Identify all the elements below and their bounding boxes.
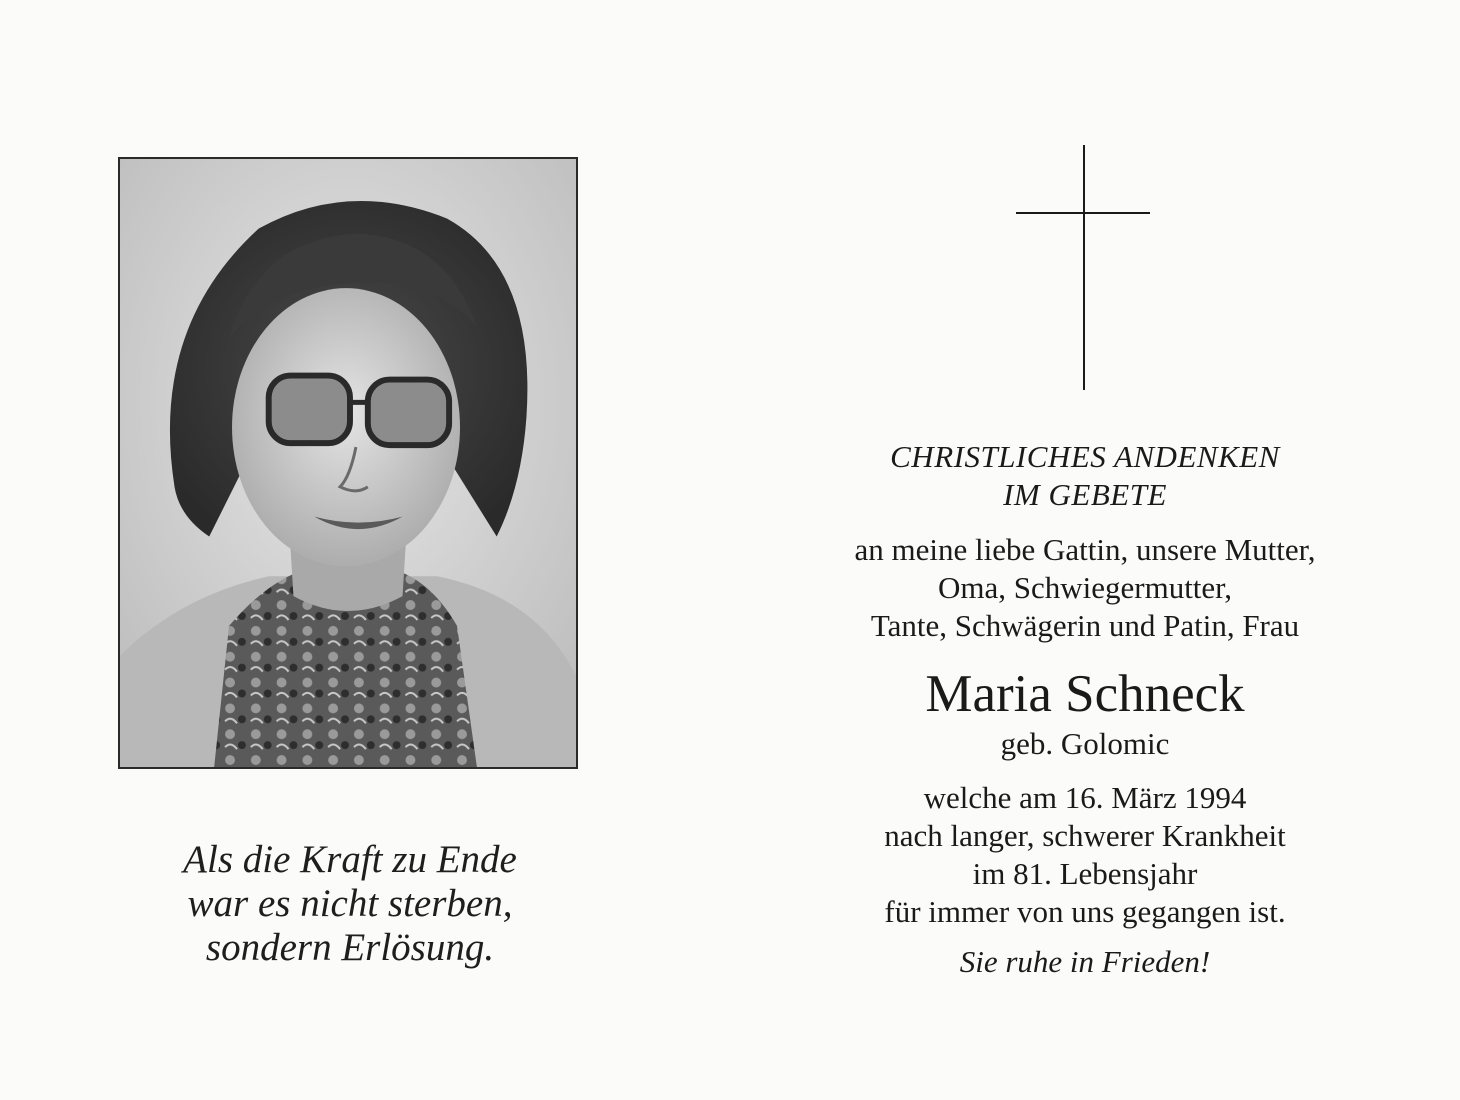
maiden-name: geb. Golomic — [1000, 726, 1170, 761]
deceased-name: Maria Schneck — [925, 665, 1245, 723]
dedication-line: Tante, Schwägerin und Patin, Frau — [870, 608, 1300, 643]
details-line: im 81. Lebensjahr — [972, 856, 1198, 891]
details-line: nach langer, schwerer Krankheit — [884, 818, 1286, 853]
memorial-heading — [780, 438, 1390, 514]
death-details — [780, 779, 1390, 931]
quote-line: Als die Kraft zu Ende — [183, 838, 517, 881]
dedication-line: an meine liebe Gattin, unsere Mutter, — [854, 532, 1316, 567]
details-line: für immer von uns gegangen ist. — [884, 894, 1286, 929]
quote-line: war es nicht sterben, — [187, 882, 513, 925]
cross-icon-bar — [1016, 212, 1150, 214]
dedication-line: Oma, Schwiegermutter, — [937, 570, 1233, 605]
cross-icon — [1083, 145, 1085, 390]
portrait-image — [120, 159, 576, 767]
portrait-photo — [118, 157, 578, 769]
heading-line: IM GEBETE — [1003, 477, 1167, 512]
details-line: welche am 16. März 1994 — [923, 780, 1247, 815]
quote-line: sondern Erlösung. — [205, 926, 495, 969]
dedication-text — [780, 531, 1390, 645]
heading-line: CHRISTLICHES ANDENKEN — [890, 439, 1280, 474]
closing-blessing: Sie ruhe in Frieden! — [959, 944, 1211, 979]
memorial-quote — [100, 838, 600, 970]
